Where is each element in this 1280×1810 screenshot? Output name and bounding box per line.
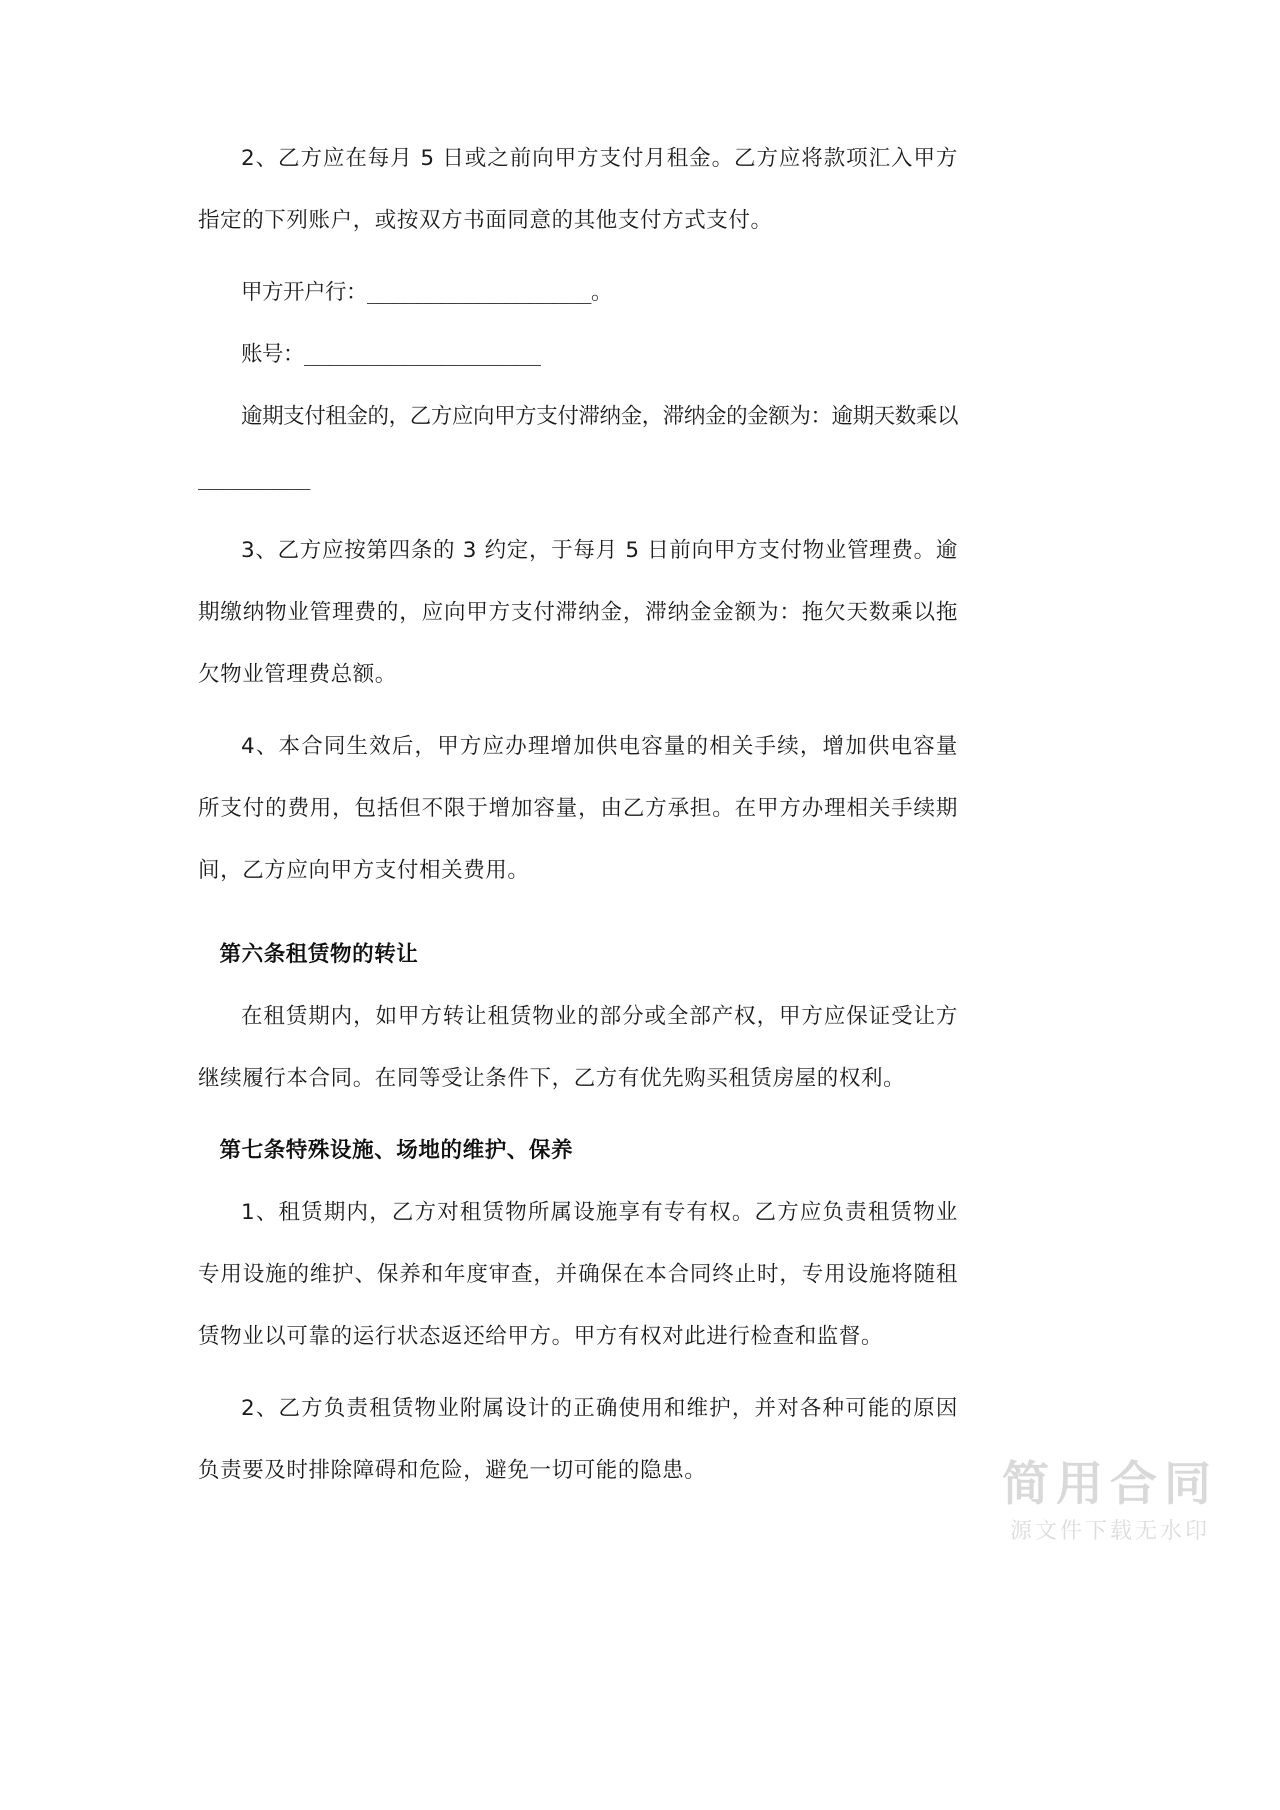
clause-six-body: 在租赁期内，如甲方转让租赁物业的部分或全部产权，甲方应保证受让方继续履行本合同。在同等受让条件下，乙方有优先购买租赁房屋的权利。 — [198, 1004, 958, 1091]
document-body — [198, 128, 958, 1502]
spacer — [198, 706, 958, 716]
account-number-field-line: 账号：___________________ — [241, 342, 541, 367]
spacer — [198, 1110, 958, 1120]
late-fee-rent-paragraph: 逾期支付租金的，乙方应向甲方支付滞纳金，滞纳金的金额为：逾期天数乘以_________ — [198, 404, 958, 491]
watermark — [1002, 1456, 1218, 1548]
spacer — [198, 510, 958, 520]
watermark-brand: 简用合同 — [1002, 1456, 1218, 1512]
clause-seven-item-2: 2、乙方负责租赁物业附属设计的正确使用和维护，并对各种可能的原因负责要及时排除障碍和危险，避免一切可能的隐患。 — [198, 1396, 958, 1483]
watermark-note: 源文件下载无水印 — [1009, 1519, 1210, 1544]
clause-seven-heading: 第七条特殊设施、场地的维护、保养 — [219, 1138, 574, 1163]
clause-five-item-4: 4、本合同生效后，甲方应办理增加供电容量的相关手续，增加供电容量所支付的费用，包括但不限于增加容量，由乙方承担。在甲方办理相关手续期间，乙方应向甲方支付相关费用。 — [198, 734, 958, 883]
spacer — [198, 902, 958, 924]
clause-six-heading: 第六条租赁物的转让 — [219, 942, 419, 967]
bank-name-field-line: 甲方开户行：__________________。 — [241, 280, 612, 305]
spacer — [198, 1368, 958, 1378]
clause-five-item-2: 2、乙方应在每月 5 日或之前向甲方支付月租金。乙方应将款项汇入甲方指定的下列账户，或按双方书面同意的其他支付方式支付。 — [198, 146, 958, 233]
clause-seven-item-1: 1、租赁期内，乙方对租赁物所属设施享有专有权。乙方应负责租赁物业专用设施的维护、保养和年度审查，并确保在本合同终止时，专用设施将随租赁物业以可靠的运行状态返还给甲方。甲方有权对此进行检查和监督。 — [198, 1200, 958, 1349]
spacer — [198, 252, 958, 262]
clause-five-item-3: 3、乙方应按第四条的 3 约定，于每月 5 日前向甲方支付物业管理费。逾期缴纳物业管理费的，应向甲方支付滞纳金，滞纳金金额为：拖欠天数乘以拖欠物业管理费总额。 — [198, 538, 958, 687]
